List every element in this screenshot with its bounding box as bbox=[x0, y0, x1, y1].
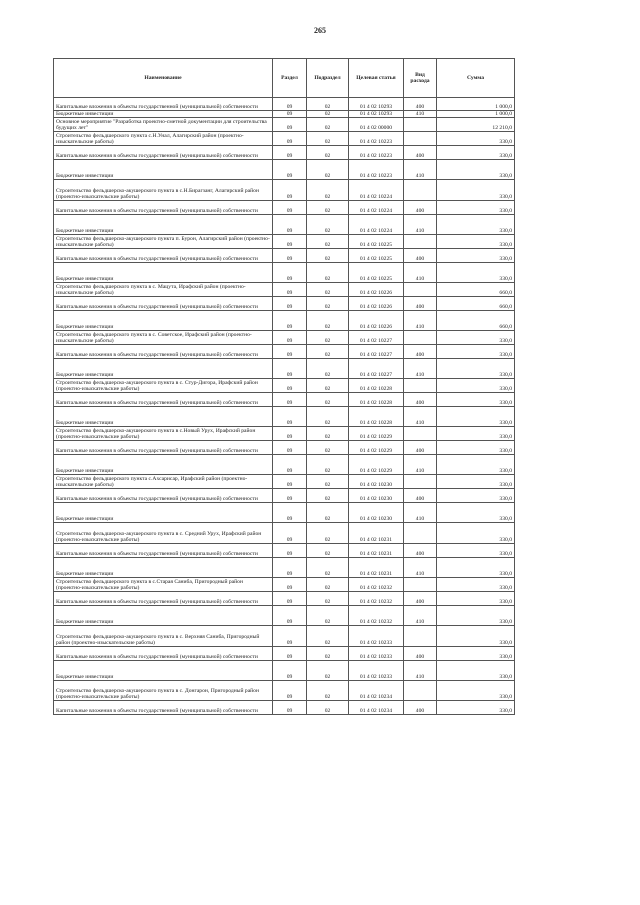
cell-podrazdel: 02 bbox=[307, 160, 349, 180]
cell-podrazdel: 02 bbox=[307, 311, 349, 331]
cell-razdel: 09 bbox=[273, 523, 307, 544]
cell-summa: 330,0 bbox=[437, 544, 515, 558]
table-row bbox=[54, 379, 515, 393]
cell-statya: 01 4 02 10226 bbox=[349, 297, 404, 311]
cell-podrazdel: 02 bbox=[307, 111, 349, 118]
table-row bbox=[54, 160, 515, 180]
cell-name: Строительство фельдшерско-акушерского пункта п. Бурон, Алагирский район (проектно-изыскательские работы) bbox=[54, 235, 273, 249]
cell-summa: 330,0 bbox=[437, 215, 515, 235]
table-row bbox=[54, 441, 515, 455]
cell-razdel: 09 bbox=[273, 283, 307, 297]
cell-vid: 400 bbox=[404, 441, 437, 455]
table-row bbox=[54, 544, 515, 558]
cell-name: Строительство фельдшерского пункта с.Н.Унал, Алагирский район (проектно-изыскательские работы) bbox=[54, 132, 273, 146]
cell-podrazdel: 02 bbox=[307, 98, 349, 111]
cell-statya: 01 4 02 10227 bbox=[349, 345, 404, 359]
cell-podrazdel: 02 bbox=[307, 297, 349, 311]
cell-statya: 01 4 02 10232 bbox=[349, 606, 404, 626]
table-row bbox=[54, 578, 515, 592]
cell-summa: 330,0 bbox=[437, 578, 515, 592]
cell-vid: 400 bbox=[404, 345, 437, 359]
cell-vid: 410 bbox=[404, 359, 437, 379]
cell-razdel: 09 bbox=[273, 606, 307, 626]
cell-statya: 01 4 02 10228 bbox=[349, 407, 404, 427]
cell-name: Строительство фельдшерского пункта в с. Советское, Ирафский район (проектно-изыскательские работы) bbox=[54, 331, 273, 345]
cell-razdel: 09 bbox=[273, 311, 307, 331]
cell-summa: 1 000,0 bbox=[437, 111, 515, 118]
cell-summa: 330,0 bbox=[437, 489, 515, 503]
cell-summa: 330,0 bbox=[437, 647, 515, 661]
cell-statya: 01 4 02 10230 bbox=[349, 489, 404, 503]
table-row bbox=[54, 201, 515, 215]
cell-podrazdel: 02 bbox=[307, 681, 349, 701]
cell-statya: 01 4 02 10233 bbox=[349, 661, 404, 681]
cell-name: Бюджетные инвестиции bbox=[54, 455, 273, 475]
cell-podrazdel: 02 bbox=[307, 661, 349, 681]
cell-name: Строительство фельдшерско-акушерского пункта в с.Новый Урух, Ирафский район (проектно-изыскательские работы) bbox=[54, 427, 273, 441]
cell-vid bbox=[404, 331, 437, 345]
cell-summa: 330,0 bbox=[437, 681, 515, 701]
cell-vid: 400 bbox=[404, 98, 437, 111]
table-row bbox=[54, 98, 515, 111]
table-row bbox=[54, 647, 515, 661]
cell-statya: 01 4 02 10226 bbox=[349, 311, 404, 331]
cell-name: Бюджетные инвестиции bbox=[54, 160, 273, 180]
cell-statya: 01 4 02 10233 bbox=[349, 647, 404, 661]
cell-summa: 330,0 bbox=[437, 331, 515, 345]
cell-razdel: 09 bbox=[273, 359, 307, 379]
cell-vid: 400 bbox=[404, 592, 437, 606]
cell-vid bbox=[404, 180, 437, 201]
cell-vid: 410 bbox=[404, 661, 437, 681]
cell-razdel: 09 bbox=[273, 407, 307, 427]
cell-razdel: 09 bbox=[273, 661, 307, 681]
cell-summa: 330,0 bbox=[437, 407, 515, 427]
cell-razdel: 09 bbox=[273, 393, 307, 407]
cell-podrazdel: 02 bbox=[307, 606, 349, 626]
cell-vid: 410 bbox=[404, 558, 437, 578]
header-podrazdel: Подраздел bbox=[307, 59, 349, 98]
table-row bbox=[54, 427, 515, 441]
cell-podrazdel: 02 bbox=[307, 132, 349, 146]
cell-name: Капитальные вложения в объекты государственной (муниципальной) собственности bbox=[54, 345, 273, 359]
cell-statya: 01 4 02 10231 bbox=[349, 558, 404, 578]
cell-podrazdel: 02 bbox=[307, 592, 349, 606]
cell-podrazdel: 02 bbox=[307, 146, 349, 160]
cell-statya: 01 4 02 10223 bbox=[349, 146, 404, 160]
cell-vid bbox=[404, 132, 437, 146]
table-row bbox=[54, 475, 515, 489]
cell-name: Строительство фельдшерско-акушерского пункта в с.Н.Бирагзанг, Алагирский район (проектно-изыскательские работы) bbox=[54, 180, 273, 201]
page-number: 265 bbox=[314, 26, 326, 35]
cell-statya: 01 4 02 10234 bbox=[349, 681, 404, 701]
cell-vid bbox=[404, 681, 437, 701]
cell-statya: 01 4 02 10224 bbox=[349, 215, 404, 235]
cell-razdel: 09 bbox=[273, 215, 307, 235]
cell-razdel: 09 bbox=[273, 592, 307, 606]
cell-razdel: 09 bbox=[273, 489, 307, 503]
cell-summa: 330,0 bbox=[437, 523, 515, 544]
table-row bbox=[54, 132, 515, 146]
cell-vid: 400 bbox=[404, 544, 437, 558]
cell-statya: 01 4 02 10231 bbox=[349, 523, 404, 544]
table-row bbox=[54, 503, 515, 523]
cell-vid: 410 bbox=[404, 311, 437, 331]
cell-razdel: 09 bbox=[273, 578, 307, 592]
table-row bbox=[54, 146, 515, 160]
cell-podrazdel: 02 bbox=[307, 427, 349, 441]
cell-vid bbox=[404, 475, 437, 489]
cell-name: Бюджетные инвестиции bbox=[54, 311, 273, 331]
cell-vid bbox=[404, 626, 437, 647]
cell-podrazdel: 02 bbox=[307, 249, 349, 263]
cell-statya: 01 4 02 10232 bbox=[349, 592, 404, 606]
cell-razdel: 09 bbox=[273, 160, 307, 180]
cell-razdel: 09 bbox=[273, 647, 307, 661]
cell-razdel: 09 bbox=[273, 98, 307, 111]
cell-statya: 01 4 02 10224 bbox=[349, 201, 404, 215]
cell-name: Капитальные вложения в объекты государственной (муниципальной) собственности bbox=[54, 393, 273, 407]
cell-vid: 400 bbox=[404, 701, 437, 715]
cell-name: Капитальные вложения в объекты государственной (муниципальной) собственности bbox=[54, 701, 273, 715]
cell-vid: 400 bbox=[404, 489, 437, 503]
cell-podrazdel: 02 bbox=[307, 331, 349, 345]
cell-podrazdel: 02 bbox=[307, 455, 349, 475]
cell-summa: 330,0 bbox=[437, 132, 515, 146]
cell-summa: 660,0 bbox=[437, 297, 515, 311]
table-row bbox=[54, 681, 515, 701]
cell-summa: 330,0 bbox=[437, 393, 515, 407]
cell-statya: 01 4 02 10232 bbox=[349, 578, 404, 592]
cell-podrazdel: 02 bbox=[307, 235, 349, 249]
cell-summa: 330,0 bbox=[437, 455, 515, 475]
cell-vid: 400 bbox=[404, 249, 437, 263]
cell-podrazdel: 02 bbox=[307, 359, 349, 379]
cell-podrazdel: 02 bbox=[307, 475, 349, 489]
cell-summa: 330,0 bbox=[437, 441, 515, 455]
cell-podrazdel: 02 bbox=[307, 379, 349, 393]
cell-name: Бюджетные инвестиции bbox=[54, 503, 273, 523]
cell-summa: 330,0 bbox=[437, 475, 515, 489]
header-name: Наименование bbox=[54, 59, 273, 98]
cell-podrazdel: 02 bbox=[307, 180, 349, 201]
cell-podrazdel: 02 bbox=[307, 647, 349, 661]
table-row bbox=[54, 331, 515, 345]
cell-razdel: 09 bbox=[273, 626, 307, 647]
cell-summa: 330,0 bbox=[437, 427, 515, 441]
cell-statya: 01 4 02 10225 bbox=[349, 263, 404, 283]
cell-summa: 330,0 bbox=[437, 701, 515, 715]
header-vid: Вид расхода bbox=[404, 59, 437, 98]
cell-vid: 400 bbox=[404, 647, 437, 661]
cell-podrazdel: 02 bbox=[307, 523, 349, 544]
cell-statya: 01 4 02 10229 bbox=[349, 427, 404, 441]
cell-razdel: 09 bbox=[273, 441, 307, 455]
table-row bbox=[54, 393, 515, 407]
cell-podrazdel: 02 bbox=[307, 393, 349, 407]
cell-name: Капитальные вложения в объекты государственной (муниципальной) собственности bbox=[54, 201, 273, 215]
cell-podrazdel: 02 bbox=[307, 503, 349, 523]
cell-summa: 330,0 bbox=[437, 263, 515, 283]
table-row bbox=[54, 455, 515, 475]
cell-vid bbox=[404, 379, 437, 393]
cell-vid bbox=[404, 235, 437, 249]
cell-razdel: 09 bbox=[273, 681, 307, 701]
cell-summa: 1 000,0 bbox=[437, 98, 515, 111]
cell-name: Капитальные вложения в объекты государственной (муниципальной) собственности bbox=[54, 592, 273, 606]
table-row bbox=[54, 249, 515, 263]
cell-name: Капитальные вложения в объекты государственной (муниципальной) собственности bbox=[54, 249, 273, 263]
cell-podrazdel: 02 bbox=[307, 441, 349, 455]
cell-vid: 410 bbox=[404, 160, 437, 180]
cell-statya: 01 4 02 10231 bbox=[349, 544, 404, 558]
cell-summa: 330,0 bbox=[437, 503, 515, 523]
cell-vid bbox=[404, 118, 437, 132]
cell-name: Капитальные вложения в объекты государственной (муниципальной) собственности bbox=[54, 647, 273, 661]
cell-name: Бюджетные инвестиции bbox=[54, 215, 273, 235]
cell-name: Бюджетные инвестиции bbox=[54, 359, 273, 379]
cell-statya: 01 4 02 10233 bbox=[349, 626, 404, 647]
cell-razdel: 09 bbox=[273, 180, 307, 201]
cell-name: Бюджетные инвестиции bbox=[54, 606, 273, 626]
cell-podrazdel: 02 bbox=[307, 215, 349, 235]
table-row bbox=[54, 592, 515, 606]
cell-vid bbox=[404, 283, 437, 297]
cell-razdel: 09 bbox=[273, 235, 307, 249]
cell-name: Бюджетные инвестиции bbox=[54, 661, 273, 681]
cell-statya: 01 4 02 10223 bbox=[349, 160, 404, 180]
cell-statya: 01 4 02 10224 bbox=[349, 180, 404, 201]
cell-name: Капитальные вложения в объекты государственной (муниципальной) собственности bbox=[54, 297, 273, 311]
cell-razdel: 09 bbox=[273, 146, 307, 160]
cell-razdel: 09 bbox=[273, 132, 307, 146]
cell-podrazdel: 02 bbox=[307, 118, 349, 132]
cell-summa: 660,0 bbox=[437, 311, 515, 331]
cell-razdel: 09 bbox=[273, 427, 307, 441]
cell-razdel: 09 bbox=[273, 201, 307, 215]
cell-podrazdel: 02 bbox=[307, 489, 349, 503]
cell-statya: 01 4 02 10230 bbox=[349, 475, 404, 489]
cell-razdel: 09 bbox=[273, 544, 307, 558]
cell-name: Бюджетные инвестиции bbox=[54, 407, 273, 427]
header-summa: Сумма bbox=[437, 59, 515, 98]
table-row bbox=[54, 297, 515, 311]
table-row bbox=[54, 180, 515, 201]
table-row bbox=[54, 359, 515, 379]
table-row bbox=[54, 215, 515, 235]
cell-name: Строительство фельдшерского пункта с.Ахсарисар, Ирафский район (проектно-изыскательские работы) bbox=[54, 475, 273, 489]
cell-name: Основное мероприятие "Разработка проектно-сметной документации для строительства будущих лет" bbox=[54, 118, 273, 132]
table-row bbox=[54, 489, 515, 503]
cell-razdel: 09 bbox=[273, 263, 307, 283]
table-row bbox=[54, 523, 515, 544]
cell-name: Капитальные вложения в объекты государственной (муниципальной) собственности bbox=[54, 441, 273, 455]
cell-summa: 330,0 bbox=[437, 379, 515, 393]
cell-name: Капитальные вложения в объекты государственной (муниципальной) собственности bbox=[54, 146, 273, 160]
cell-statya: 01 4 02 10225 bbox=[349, 235, 404, 249]
cell-vid: 410 bbox=[404, 606, 437, 626]
cell-summa: 330,0 bbox=[437, 359, 515, 379]
table-row bbox=[54, 283, 515, 297]
table-header bbox=[54, 59, 515, 98]
cell-statya: 01 4 02 10229 bbox=[349, 441, 404, 455]
header-razdel: Раздел bbox=[273, 59, 307, 98]
cell-vid: 400 bbox=[404, 297, 437, 311]
cell-statya: 01 4 02 10227 bbox=[349, 359, 404, 379]
cell-razdel: 09 bbox=[273, 331, 307, 345]
cell-summa: 330,0 bbox=[437, 180, 515, 201]
cell-podrazdel: 02 bbox=[307, 701, 349, 715]
cell-name: Строительство фельдшерско-акушерского пункта в с. Стур-Дигора, Ирафский район (проектно-изыскательские работы) bbox=[54, 379, 273, 393]
cell-name: Бюджетные инвестиции bbox=[54, 263, 273, 283]
cell-podrazdel: 02 bbox=[307, 345, 349, 359]
cell-summa: 330,0 bbox=[437, 592, 515, 606]
cell-statya: 01 4 02 10230 bbox=[349, 503, 404, 523]
table-row bbox=[54, 407, 515, 427]
cell-razdel: 09 bbox=[273, 455, 307, 475]
cell-statya: 01 4 02 10293 bbox=[349, 98, 404, 111]
cell-razdel: 09 bbox=[273, 379, 307, 393]
cell-vid: 410 bbox=[404, 263, 437, 283]
cell-vid: 410 bbox=[404, 111, 437, 118]
cell-vid: 410 bbox=[404, 455, 437, 475]
cell-razdel: 09 bbox=[273, 558, 307, 578]
table-row bbox=[54, 661, 515, 681]
cell-statya: 01 4 02 10228 bbox=[349, 393, 404, 407]
cell-vid bbox=[404, 523, 437, 544]
cell-vid: 400 bbox=[404, 393, 437, 407]
cell-summa: 330,0 bbox=[437, 626, 515, 647]
cell-vid bbox=[404, 578, 437, 592]
table-row bbox=[54, 311, 515, 331]
cell-podrazdel: 02 bbox=[307, 201, 349, 215]
cell-name: Строительство фельдшерского пункта в с.Старая Саниба, Пригородный район (проектно-изыскательские работы) bbox=[54, 578, 273, 592]
header-statya: Целевая статья bbox=[349, 59, 404, 98]
cell-podrazdel: 02 bbox=[307, 407, 349, 427]
cell-razdel: 09 bbox=[273, 503, 307, 523]
cell-name: Строительство фельдшерского пункта в с. Мацута, Ирафский район (проектно-изыскательские работы) bbox=[54, 283, 273, 297]
table-row bbox=[54, 558, 515, 578]
table-row bbox=[54, 626, 515, 647]
cell-vid: 410 bbox=[404, 215, 437, 235]
table-row bbox=[54, 263, 515, 283]
cell-name: Капитальные вложения в объекты государственной (муниципальной) собственности bbox=[54, 489, 273, 503]
cell-podrazdel: 02 bbox=[307, 544, 349, 558]
table-row bbox=[54, 118, 515, 132]
cell-statya: 01 4 02 00000 bbox=[349, 118, 404, 132]
cell-summa: 330,0 bbox=[437, 201, 515, 215]
cell-podrazdel: 02 bbox=[307, 558, 349, 578]
table-row bbox=[54, 345, 515, 359]
table-body bbox=[54, 98, 515, 715]
cell-summa: 330,0 bbox=[437, 235, 515, 249]
cell-vid: 410 bbox=[404, 503, 437, 523]
cell-razdel: 09 bbox=[273, 111, 307, 118]
cell-statya: 01 4 02 10225 bbox=[349, 249, 404, 263]
table-row bbox=[54, 111, 515, 118]
cell-razdel: 09 bbox=[273, 475, 307, 489]
cell-statya: 01 4 02 10234 bbox=[349, 701, 404, 715]
cell-statya: 01 4 02 10228 bbox=[349, 379, 404, 393]
cell-name: Строительство фельдшерско-акушерского пункта в с. Верхняя Саниба, Пригородный район (проектно-изыскательские работы) bbox=[54, 626, 273, 647]
cell-podrazdel: 02 bbox=[307, 283, 349, 297]
cell-summa: 330,0 bbox=[437, 606, 515, 626]
cell-razdel: 09 bbox=[273, 118, 307, 132]
budget-table bbox=[53, 58, 515, 715]
cell-vid: 400 bbox=[404, 146, 437, 160]
cell-statya: 01 4 02 10293 bbox=[349, 111, 404, 118]
cell-summa: 12 210,0 bbox=[437, 118, 515, 132]
cell-vid: 400 bbox=[404, 201, 437, 215]
cell-razdel: 09 bbox=[273, 701, 307, 715]
cell-summa: 330,0 bbox=[437, 661, 515, 681]
cell-summa: 660,0 bbox=[437, 283, 515, 297]
cell-razdel: 09 bbox=[273, 249, 307, 263]
cell-name: Строительство фельдшерско-акушерского пункта в с. Средний Урух, Ирафский район (проектно-изыскательские работы) bbox=[54, 523, 273, 544]
header-row bbox=[54, 59, 515, 98]
cell-name: Капитальные вложения в объекты государственной (муниципальной) собственности bbox=[54, 98, 273, 111]
cell-statya: 01 4 02 10227 bbox=[349, 331, 404, 345]
table-row bbox=[54, 235, 515, 249]
table-row bbox=[54, 701, 515, 715]
cell-podrazdel: 02 bbox=[307, 626, 349, 647]
cell-summa: 330,0 bbox=[437, 146, 515, 160]
cell-statya: 01 4 02 10226 bbox=[349, 283, 404, 297]
cell-vid: 410 bbox=[404, 407, 437, 427]
cell-razdel: 09 bbox=[273, 345, 307, 359]
cell-name: Бюджетные инвестиции bbox=[54, 558, 273, 578]
table-row bbox=[54, 606, 515, 626]
cell-summa: 330,0 bbox=[437, 345, 515, 359]
cell-name: Строительство фельдшерско-акушерского пункта в с. Донгарон, Пригородный район (проектно-изыскательские работы) bbox=[54, 681, 273, 701]
cell-podrazdel: 02 bbox=[307, 263, 349, 283]
cell-vid bbox=[404, 427, 437, 441]
cell-name: Бюджетные инвестиции bbox=[54, 111, 273, 118]
cell-razdel: 09 bbox=[273, 297, 307, 311]
cell-statya: 01 4 02 10229 bbox=[349, 455, 404, 475]
cell-name: Капитальные вложения в объекты государственной (муниципальной) собственности bbox=[54, 544, 273, 558]
cell-summa: 330,0 bbox=[437, 160, 515, 180]
cell-podrazdel: 02 bbox=[307, 578, 349, 592]
cell-statya: 01 4 02 10223 bbox=[349, 132, 404, 146]
cell-summa: 330,0 bbox=[437, 558, 515, 578]
cell-summa: 330,0 bbox=[437, 249, 515, 263]
